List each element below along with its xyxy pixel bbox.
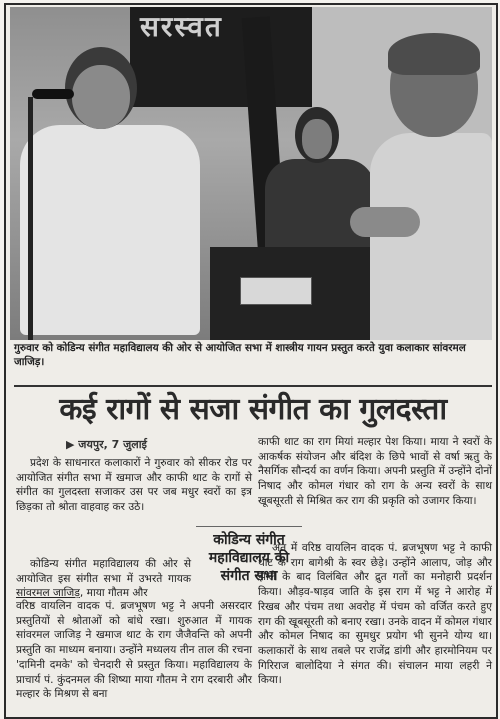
body-paragraph: अंत में वरिष्ठ वायलिन वादक पं. ब्रजभूषण भट्ट ने काफी थाट के राग बागेश्री के स्वर छेड़े। उन्होंने आलाप, जोड़ और झाले के बाद विलंबित और द्रुत गतों का मनोहारी प्रदर्शन किया। औड़व-षाड़व जाति के इस राग में भट्ट ने आरोह में रिखब और पंचम तथा अवरोह में पंचम को वर्जित करते हुए राग की खूबसूरती को बनाए रखा। उनके वादन में कोमल गंधार और कोमल निषाद का सुमधुर प्रयोग भी सुनने योग्य था। कलाकारों के साथ तबले पर राजेंद्र डांगी और हारमोनियम पर गिरिराज बालोदिया ने संगत की। संचालन माया लहरी ने किया। — [258, 542, 493, 687]
concert-photo — [10, 7, 492, 340]
article-left-para1 — [16, 456, 252, 515]
article-left-para2 — [16, 557, 191, 601]
body-paragraph: काफी थाट का राग मियां मल्हार पेश किया। माया ने स्वरों के आकर्षक संयोजन और बंदिश के छिपे भावों से वर्षा ऋतु के नैसर्गिक सौन्दर्य का वर्णन किया। अपनी प्रस्तुति में उन्होंने दोनों निषाद और कोमल गंधार को राग के अन्य स्वरों के साथ खूबसूरती से मिश्रित कर राग की प्रकृति को उजागर किया। — [258, 436, 492, 507]
dateline — [66, 437, 147, 452]
harmonium-plate — [240, 277, 312, 305]
article-right-para2 — [258, 541, 492, 688]
dateline-text: जयपुर, 7 जुलाई — [78, 438, 147, 451]
artist-name: सांवरमल जाजिड़ — [16, 587, 80, 600]
body-paragraph: प्रदेश के साधनारत कलाकारों ने गुरुवार को सीकर रोड पर आयोजित संगीत सभा में खमाज और काफी थाट के रागों से संगीत का गुलदस्ता सजाकर उस पर जब मधुर स्वरों का इत्र छिड़का तो श्रोता वाहवाह कर उठे। — [16, 457, 252, 514]
banner-text: सरस्वत — [140, 10, 223, 43]
singer — [10, 47, 200, 337]
mic-stand — [28, 97, 33, 340]
dateline-marker-icon: ▶ — [66, 438, 79, 451]
headline: कई रागों से सजा संगीत का गुलदस्ता — [14, 385, 492, 433]
body-paragraph: कोडिन्य संगीत महाविद्यालय की ओर से आयोजित इस संगीत सभा में उभरते गायक सांवरमल जाजिड़, माया गौतम और — [16, 558, 191, 600]
photo-caption: गुरुवार को कोडिन्य संगीत महाविद्यालय की ओर से आयोजित सभा में शास्त्रीय गायन प्रस्तुत करते युवा कलाकार सांवरमल जाजिड़। — [14, 342, 466, 368]
newspaper-clipping — [4, 3, 498, 719]
inset-box: कोडिन्य संगीत महाविद्यालय की संगीत सभा — [196, 526, 302, 585]
elder-musician — [370, 37, 492, 340]
body-paragraph: वरिष्ठ वायलिन वादक पं. ब्रजभूषण भट्ट ने अपनी असरदार प्रस्तुतियों से श्रोताओं को बांधे रखा। शुरुआत में गायक सांवरमल जाजिड़ ने खमाज थाट के राग जैजैवन्ति को अपनी प्रस्तुति का माध्यम बनाया। उन्होंने मध्यलय तीन ताल की रचना 'दामिनी दमके' को चेनदारी से प्रस्तुत किया। महाविद्यालय के प्राचार्य पं. कुंदनमल की शिष्या माया गौतम ने राग दरबारी और मल्हार के मिश्रण से बना — [16, 600, 252, 701]
article-left-para3 — [16, 599, 252, 702]
microphone-icon — [32, 89, 74, 99]
article-right-para1 — [258, 435, 492, 509]
